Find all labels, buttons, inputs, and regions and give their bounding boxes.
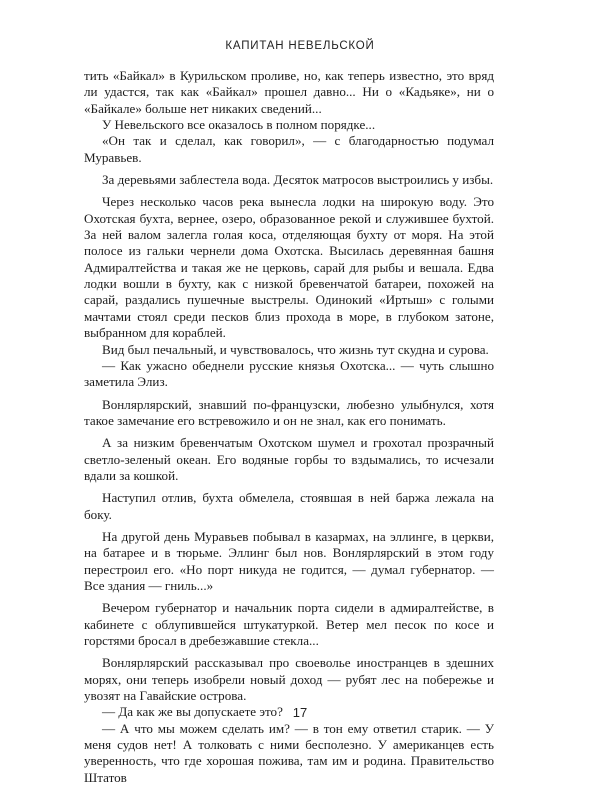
- paragraph: Вечером губернатор и начальник порта сидели в адмиралтействе, в кабинете с облупившейся штукатуркой. Ветер мел песок по косе и горстями бросал в дребезжавшие стекла...: [84, 600, 494, 648]
- paragraph: У Невельского все оказалось в полном порядке...: [102, 117, 376, 133]
- paragraph: Вонлярлярский, знавший по-французски, любезно улыбнулся, хотя такое замечание его встревожило и он не знал, как его понимать.: [84, 396, 494, 428]
- paragraph: А за низким бревенчатым Охотском шумел и грохотал прозрачный светло-зеленый океан. Его водяные горбы то вздымались, то исчезали вдали за кошкой.: [84, 435, 494, 483]
- paragraph: Вонлярлярский рассказывал про своеволье иностранцев в здешних морях, они теперь изобрели новый доход — рубят лес на побережье и увозят на Гавайские острова.: [84, 655, 494, 704]
- body-text: [84, 68, 494, 786]
- paragraph: Вид был печальный, и чувствовалось, что жизнь тут скудна и сурова.: [102, 341, 489, 357]
- paragraph: Через несколько часов река вынесла лодки на широкую воду. Это Охотская бухта, вернее, озеро, образованное рекой и служившее бухтой. За ней валом залегла голая коса, отделяющая бухту от моря. На этой полосе из гальки чернели дома Охотска. Высилась деревянная башня Адмиралтейства и такая же не церковь, сарай для рыбы и вешала. Едва лодки вошли в бухту, как с низкой бревенчатой батареи, похожей на сарай, раздались пушечные выстрелы. Одинокий «Иртыш» с голыми мачтами стоял среди песков близ прохода в море, в глубоком затоне, выбранном для кораблей.: [84, 194, 494, 341]
- page-number: 17: [292, 705, 308, 720]
- paragraph: Наступил отлив, бухта обмелела, стоявшая в ней баржа лежала на боку.: [84, 490, 494, 522]
- paragraph: — А что мы можем сделать им? — в тон ему ответил старик. — У меня судов нет! А толковать с ними бесполезно. У американцев есть уверенность, что где хорошая пожива, там им и родина. Правительство Штатов: [84, 720, 494, 785]
- paragraph: На другой день Муравьев побывал в казармах, на эллинге, в церкви, на батарее и в тюрьме. Эллинг был нов. Вонлярлярский в этом году перестроил его. «Но порт никуда не годится, — думал губернатор. — Все здания — гниль...»: [84, 528, 494, 593]
- paragraph: тить «Байкал» в Курильском проливе, но, как теперь известно, это вряд ли удастся, так как «Байкал» прошел давно... Ни о «Кадьяке», ни о «Байкале» больше нет никаких сведений...: [84, 68, 494, 116]
- paragraph: — Да как же вы допускаете это?: [102, 704, 283, 720]
- running-title: КАПИТАН НЕВЕЛЬСКОЙ: [225, 40, 375, 52]
- paragraph: «Он так и сделал, как говорил», — с благодарностью подумал Муравьев.: [84, 133, 494, 165]
- paragraph: За деревьями заблестела вода. Десяток матросов выстроились у избы.: [102, 172, 494, 188]
- paragraph: — Как ужасно обеднели русские князья Охотска... — чуть слышно заметила Элиз.: [84, 357, 494, 390]
